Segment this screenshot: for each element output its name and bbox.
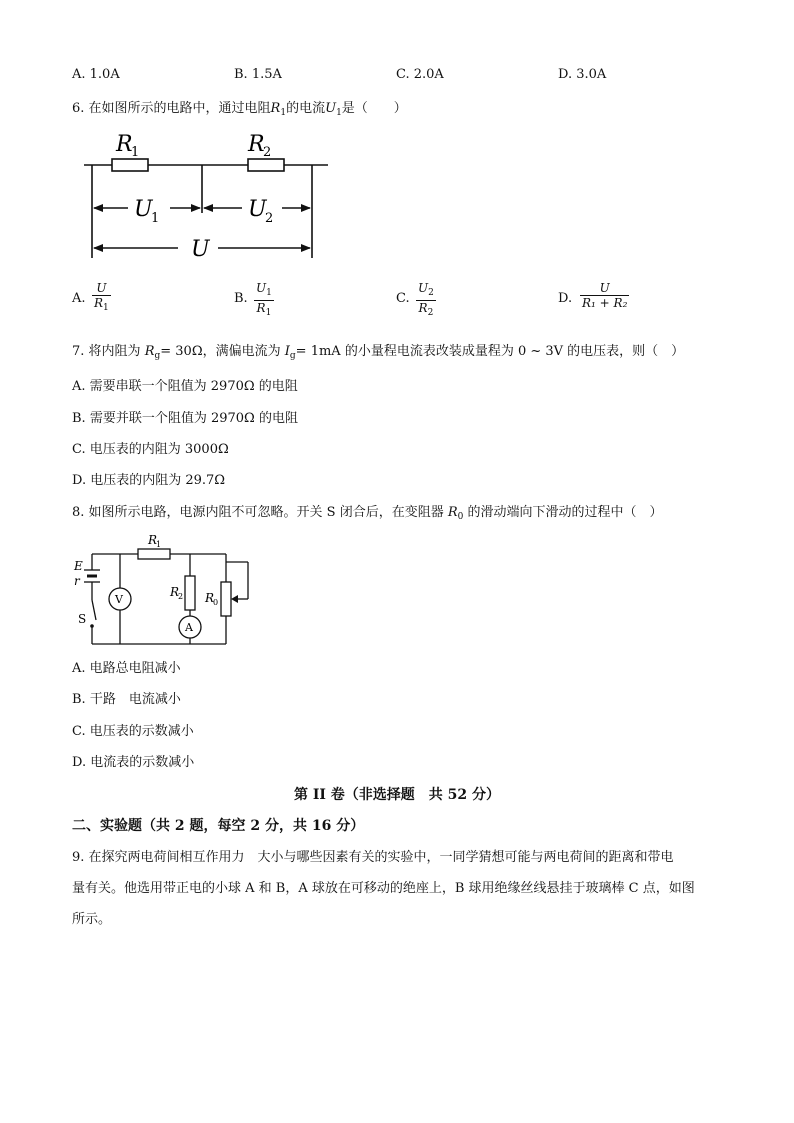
q6-option-d-fraction: $\frac{U}{\text{R₁ + R₂}}$ — [582, 281, 628, 310]
q6-option-c-letter: C. — [396, 291, 410, 306]
q6-u1-label: U — [134, 197, 153, 222]
q8-r0-sub: 0 — [213, 598, 219, 607]
q8-option-b: B. 干路 电流减小 — [72, 692, 181, 707]
q8-r0-label: R — [205, 591, 215, 605]
q6-circuit-diagram — [78, 128, 338, 268]
q8-r-label: r — [74, 574, 80, 588]
section-heading: 二、实验题（共 2 题，每空 2 分，共 16 分） — [72, 818, 365, 834]
q7-option-b: B. 需要并联一个阻值为 2970Ω 的电阻 — [72, 411, 298, 426]
q6-u2-label: U — [248, 197, 267, 222]
q8-option-d: D. 电流表的示数减小 — [72, 755, 195, 770]
q7-option-d: D. 电压表的内阻为 29.7Ω — [72, 473, 226, 488]
q6-stem: 6. 在如图所示的电路中，通过电阻$R_1$的电流$U_1$是（ ） — [72, 101, 407, 118]
q6-r2-sub: 2 — [263, 145, 272, 160]
q8-r2-sub: 2 — [178, 592, 184, 601]
q8-e-label: E — [74, 559, 83, 573]
q8-option-c: C. 电压表的示数减小 — [72, 724, 194, 739]
q5-option-b: B. 1.5A — [234, 67, 282, 82]
q8-ammeter-label: A — [185, 621, 193, 634]
q6-option-a-fraction: $\frac{U}{R_1}$ — [94, 281, 109, 313]
q6-u-label: U — [191, 237, 210, 262]
q8-r1-sub: 1 — [156, 540, 162, 549]
q8-voltmeter-label: V — [115, 593, 123, 606]
q7-stem: 7. 将内阻为 $R_g= 30\Omega$，满偏电流为 $I_g= 1mA$ 的小量程电流表改装成量程为 0 ~ 3V 的电压表，则（ ） — [72, 344, 685, 361]
q5-option-c: C. 2.0A — [396, 67, 444, 82]
q7-option-c: C. 电压表的内阻为 3000Ω — [72, 442, 229, 457]
q9-line-1: 9. 在探究两电荷间相互作用力 大小与哪些因素有关的实验中，一同学猜想可能与两电荷间的距离和带电 — [72, 850, 674, 865]
q8-r1-label: R — [148, 533, 158, 547]
q9-line-2: 量有关。他选用带正电的小球 A 和 B，A 球放在可移动的绝座上，B 球用绝缘丝线悬挂于玻璃棒 C 点，如图 — [72, 881, 695, 896]
q8-r2-label: R — [170, 585, 180, 599]
q7-option-a: A. 需要串联一个阻值为 2970Ω 的电阻 — [72, 379, 298, 394]
q6-option-c-fraction: $\frac{U_2}{R_2}$ — [418, 281, 434, 318]
q5-option-d: D. 3.0A — [558, 67, 607, 82]
q9-line-3: 所示。 — [72, 912, 112, 927]
q8-s-label: S — [78, 612, 87, 626]
q6-u2-sub: 2 — [265, 211, 274, 226]
q8-stem: 8. 如图所示电路，电源内阻不可忽略。开关 S 闭合后，在变阻器 $R_0$ 的滑动端向下滑动的过程中（ ） — [72, 505, 663, 522]
q6-r2-label: R — [248, 132, 265, 157]
q6-u1-sub: 1 — [151, 211, 160, 226]
q6-option-a-letter: A. — [72, 291, 86, 306]
q6-option-b-fraction: $\frac{U_1}{R_1}$ — [256, 281, 272, 318]
q6-r1-sub: 1 — [131, 145, 140, 160]
q8-option-a: A. 电路总电阻减小 — [72, 661, 181, 676]
q6-r1-label: R — [116, 132, 133, 157]
q8-circuit-diagram — [72, 530, 257, 650]
q6-option-d-letter: D. — [558, 291, 573, 306]
part2-heading: 第 II 卷（非选择题 共 52 分） — [293, 787, 501, 803]
q5-option-a: A. 1.0A — [72, 67, 120, 82]
q6-option-b-letter: B. — [234, 291, 248, 306]
